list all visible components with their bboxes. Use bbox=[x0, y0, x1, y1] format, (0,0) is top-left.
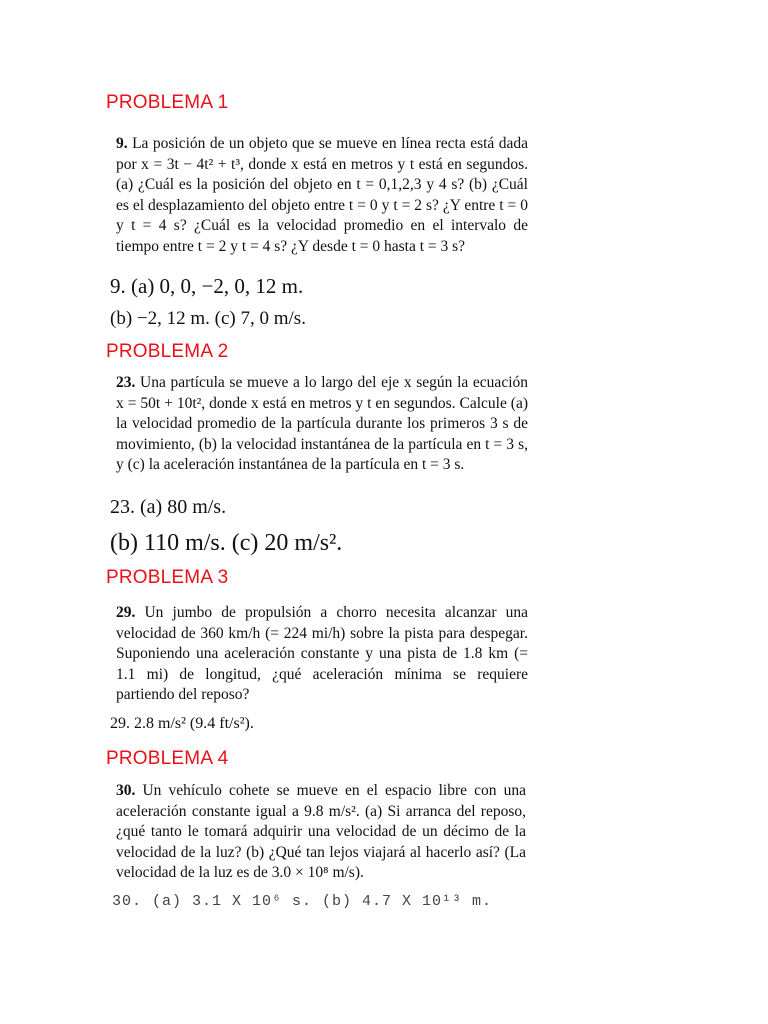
problem-3-number: 29. bbox=[116, 604, 136, 621]
problem-2-statement bbox=[116, 373, 528, 476]
problem-2-number: 23. bbox=[116, 374, 136, 391]
problem-3-answer: 29. 2.8 m/s² (9.4 ft/s²). bbox=[110, 715, 254, 732]
problem-1-answer-line-1: 9. (a) 0, 0, −2, 0, 12 m. bbox=[110, 274, 304, 298]
problem-4-number: 30. bbox=[116, 782, 136, 799]
problem-3-statement bbox=[116, 603, 528, 706]
problem-2-text: Una partícula se mueve a lo largo del eje x según la ecuación x = 50t + 10t², donde x está en metros y t en segundos. Calcule (a) la velocidad promedio de la partícula durante los primeros 3 s de movimiento, (b) la velocidad instantánea de la partícula en t = 3 s, y (c) la aceleración instantánea de la partícula en t = 3 s. bbox=[116, 374, 528, 473]
problem-1-statement bbox=[116, 134, 528, 257]
problem-4-heading: PROBLEMA 4 bbox=[106, 748, 229, 769]
problem-2-heading: PROBLEMA 2 bbox=[106, 341, 229, 362]
problem-4-statement bbox=[116, 781, 526, 884]
problem-3-text: Un jumbo de propulsión a chorro necesita alcanzar una velocidad de 360 km/h (= 224 mi/h) sobre la pista para despegar. Suponiendo una aceleración constante y una pista de 1.8 km (= 1.1 mi) de longitud, ¿qué aceleración mínima se requiere partiendo del reposo? bbox=[116, 604, 529, 703]
problem-1-heading: PROBLEMA 1 bbox=[106, 92, 229, 113]
problem-1-number: 9. bbox=[116, 135, 128, 152]
problem-1-answer-line-2: (b) −2, 12 m. (c) 7, 0 m/s. bbox=[110, 308, 306, 329]
problem-3-heading: PROBLEMA 3 bbox=[106, 567, 229, 588]
problem-2-answer-line-1: 23. (a) 80 m/s. bbox=[110, 496, 227, 518]
problem-4-answer: 30. (a) 3.1 X 10⁶ s. (b) 4.7 X 10¹³ m. bbox=[112, 893, 493, 910]
problem-4-text: Un vehículo cohete se mueve en el espacio libre con una aceleración constante igual a 9.8 m/s². (a) Si arranca del reposo, ¿qué tanto le tomará adquirir una velocidad de un décimo de la velocidad de la luz? (b) ¿Qué tan lejos viajará al hacerlo así? (La velocidad de la luz es de 3.0 × 10⁸ m/s). bbox=[116, 782, 526, 881]
problem-1-text: La posición de un objeto que se mueve en línea recta está dada por x = 3t − 4t² + t³, donde x está en metros y t está en segundos. (a) ¿Cuál es la posición del objeto en t = 0,1,2,3 y 4 s? (b) ¿Cuál es el desplazamiento del objeto entre t = 0 y t = 2 s? ¿Y entre t = 0 y t = 4 s? ¿Cuál es la velocidad promedio en el intervalo de tiempo entre t = 2 y t = 4 s? ¿Y desde t = 0 hasta t = 3 s? bbox=[116, 135, 528, 255]
problem-2-answer-line-2: (b) 110 m/s. (c) 20 m/s². bbox=[110, 530, 343, 556]
